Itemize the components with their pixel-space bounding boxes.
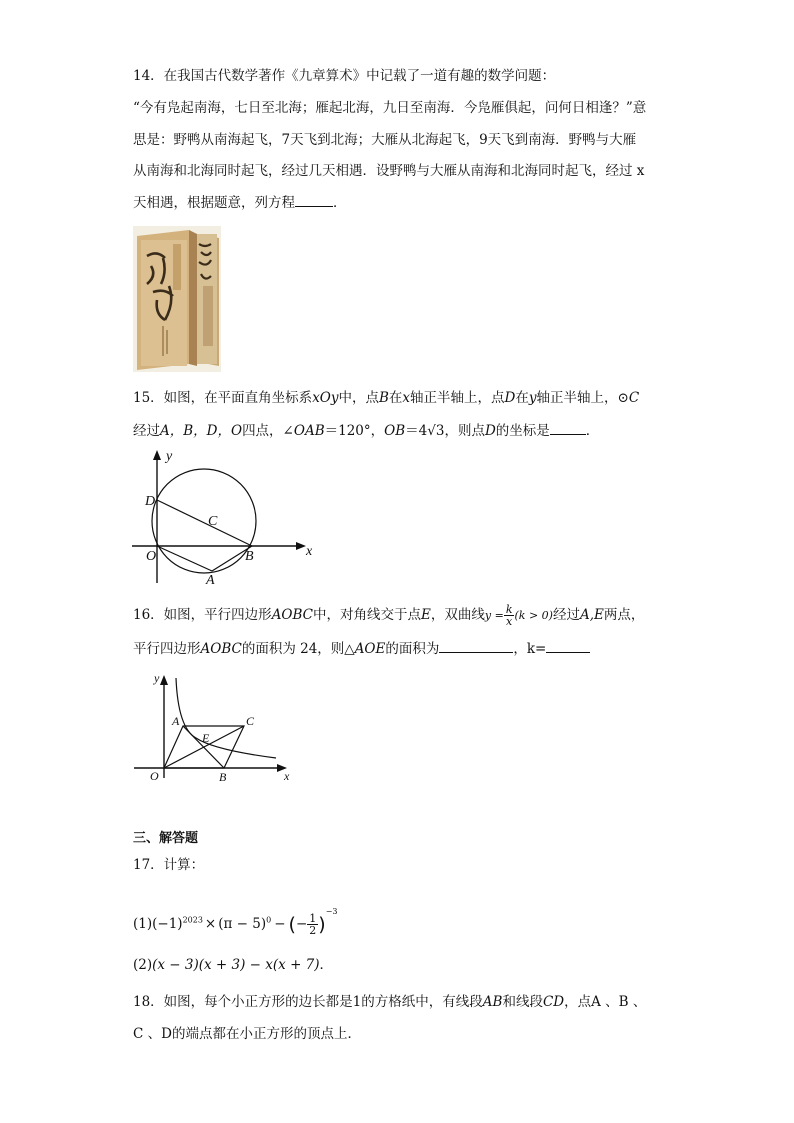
q15-circle-figure xyxy=(130,447,330,587)
q14-line5 xyxy=(133,194,347,211)
expr-base: (−1) xyxy=(152,916,183,932)
answer-blank xyxy=(546,640,590,653)
q15-text: 经过 xyxy=(133,423,160,439)
q15-text: 的坐标是 xyxy=(495,423,550,439)
q15-text: 中，点 xyxy=(338,390,379,406)
var-xoy: xOy xyxy=(312,390,339,406)
label-y: y xyxy=(154,671,160,685)
var-y: y xyxy=(528,390,537,406)
q15-text: ，则点 xyxy=(444,423,485,439)
q15-text: 在 xyxy=(388,390,403,406)
q16-text: 中，对角线交于点 xyxy=(313,607,422,623)
q14-line2: “今有凫起南海，七日至北海；雁起北海，九日至南海．今凫雁俱起，问何日相逢？”意 xyxy=(133,100,647,116)
q16-text: 经过 xyxy=(552,607,580,623)
expr-pi: (π − 5) xyxy=(218,916,267,932)
q14-line5-text: 天相遇，根据题意，列方程 xyxy=(133,195,295,211)
q15-line2 xyxy=(133,422,599,439)
section-heading: 三、解答题 xyxy=(133,831,199,846)
q15-text: 15．如图，在平面直角坐标系 xyxy=(133,390,313,406)
q15-text: ． xyxy=(585,423,600,439)
part-label: (1) xyxy=(133,916,153,932)
var-d: D xyxy=(484,423,496,439)
fraction-one-half xyxy=(307,913,318,936)
label-x: x xyxy=(306,544,313,559)
var-c: C xyxy=(628,390,640,406)
var-ab: AB xyxy=(482,994,503,1010)
answer-blank xyxy=(295,194,333,207)
label-x: x xyxy=(284,769,290,783)
q16-line2 xyxy=(133,640,590,657)
exponent: 2023 xyxy=(182,915,203,925)
segment-oa xyxy=(157,546,212,571)
q15-text: 在 xyxy=(515,390,529,406)
var-b: B xyxy=(379,390,389,406)
label-a: A xyxy=(206,573,215,588)
exponent: 0 xyxy=(266,915,272,925)
q16-text: 两点， xyxy=(603,607,645,623)
var-y: y = xyxy=(484,609,504,622)
q18-text: ，点A 、B 、 xyxy=(564,994,647,1010)
label-b: B xyxy=(219,770,227,784)
frac-num: k xyxy=(505,603,513,616)
var-d: D xyxy=(504,390,516,406)
operator: × xyxy=(204,916,217,932)
expr-2: (x − 3)(x + 3) − x(x + 7) xyxy=(152,957,320,973)
label-a: A xyxy=(172,714,180,728)
q16-text: 的面积为 xyxy=(385,641,440,657)
var-aobc: AOBC xyxy=(200,641,242,657)
var-points: A，B，D，O xyxy=(160,423,243,439)
q18-text: 和线段 xyxy=(502,994,543,1010)
label-y: y xyxy=(166,449,173,464)
answer-blank xyxy=(439,640,513,653)
book-image xyxy=(133,226,221,372)
var-aobc: AOBC xyxy=(271,607,314,623)
q17-text: ． xyxy=(319,957,334,973)
q16-text: ，双曲线 xyxy=(430,607,485,623)
label-b: B xyxy=(245,549,254,564)
q17-part2 xyxy=(133,957,333,973)
hyperbola-curve xyxy=(176,678,276,758)
segment-db xyxy=(157,500,252,546)
q16-hyperbola-figure xyxy=(132,668,302,788)
label-o: O xyxy=(150,769,159,783)
operator: − xyxy=(274,916,286,932)
frac-num: 1 xyxy=(309,912,317,925)
var-cd: CD xyxy=(542,994,565,1010)
var-oab: OAB xyxy=(293,423,325,439)
var-aoe: AOE xyxy=(354,641,386,657)
q14-line3: 思是：野鸭从南海起飞，7天飞到北海；大雁从北海起飞，9天飞到南海．野鸭与大雁 xyxy=(133,132,637,148)
q17-part1 xyxy=(133,904,337,936)
q15-text: 轴正半轴上，⊙ xyxy=(536,390,629,406)
q16-text: 平行四边形 xyxy=(133,641,201,657)
left-paren: ( xyxy=(288,913,296,936)
q18-line1 xyxy=(133,994,646,1010)
q16-line1 xyxy=(133,604,644,627)
q16-text: 16．如图，平行四边形 xyxy=(133,607,272,623)
y-axis-arrow xyxy=(153,450,161,460)
exponent: −3 xyxy=(325,907,338,916)
fraction-k-over-x xyxy=(504,604,515,627)
book-illustration xyxy=(133,226,221,372)
y-axis-arrow xyxy=(160,675,168,685)
condition: (k > 0) xyxy=(514,609,553,622)
q15-line1 xyxy=(133,390,639,406)
label-o: O xyxy=(146,549,157,564)
var-ob: OB xyxy=(384,423,406,439)
label-d: D xyxy=(145,494,156,509)
answer-blank xyxy=(550,422,586,435)
q18-text: 18．如图，每个小正方形的边长都是1的方格纸中，有线段 xyxy=(133,994,483,1010)
operator: − xyxy=(295,916,308,932)
var-x: x xyxy=(402,390,411,406)
q15-text: 四点，∠ xyxy=(242,423,294,439)
var-ae: A,E xyxy=(579,607,604,623)
q15-text: ＝4 xyxy=(405,423,428,439)
right-paren: ) xyxy=(318,913,326,936)
label-e: E xyxy=(202,731,210,745)
q17-title: 17．计算： xyxy=(133,857,205,873)
sqrt-3: √3 xyxy=(427,423,445,439)
part-label: (2) xyxy=(133,957,153,973)
x-axis-arrow xyxy=(296,542,306,550)
circle-c xyxy=(152,469,256,573)
q15-text: ＝120°， xyxy=(324,423,385,439)
q16-text: ，k= xyxy=(513,641,547,657)
q16-text: 的面积为 24，则△ xyxy=(241,641,355,657)
frac-den: 2 xyxy=(309,924,317,937)
var-e: E xyxy=(421,607,431,623)
q15-text: 轴正半轴上，点 xyxy=(410,390,505,406)
label-c: C xyxy=(246,714,255,728)
q18-line2: C 、D的端点都在小正方形的顶点上． xyxy=(133,1026,361,1042)
label-c: C xyxy=(208,514,218,529)
frac-den: x xyxy=(506,615,513,628)
q14-line4: 从南海和北海同时起飞，经过几天相遇．设野鸭与大雁从南海和北海同时起飞，经过 x xyxy=(133,163,645,179)
q14-line1: 14．在我国古代数学著作《九章算术》中记载了一道有趣的数学问题： xyxy=(133,68,556,84)
q14-line5-end: ． xyxy=(333,195,347,211)
